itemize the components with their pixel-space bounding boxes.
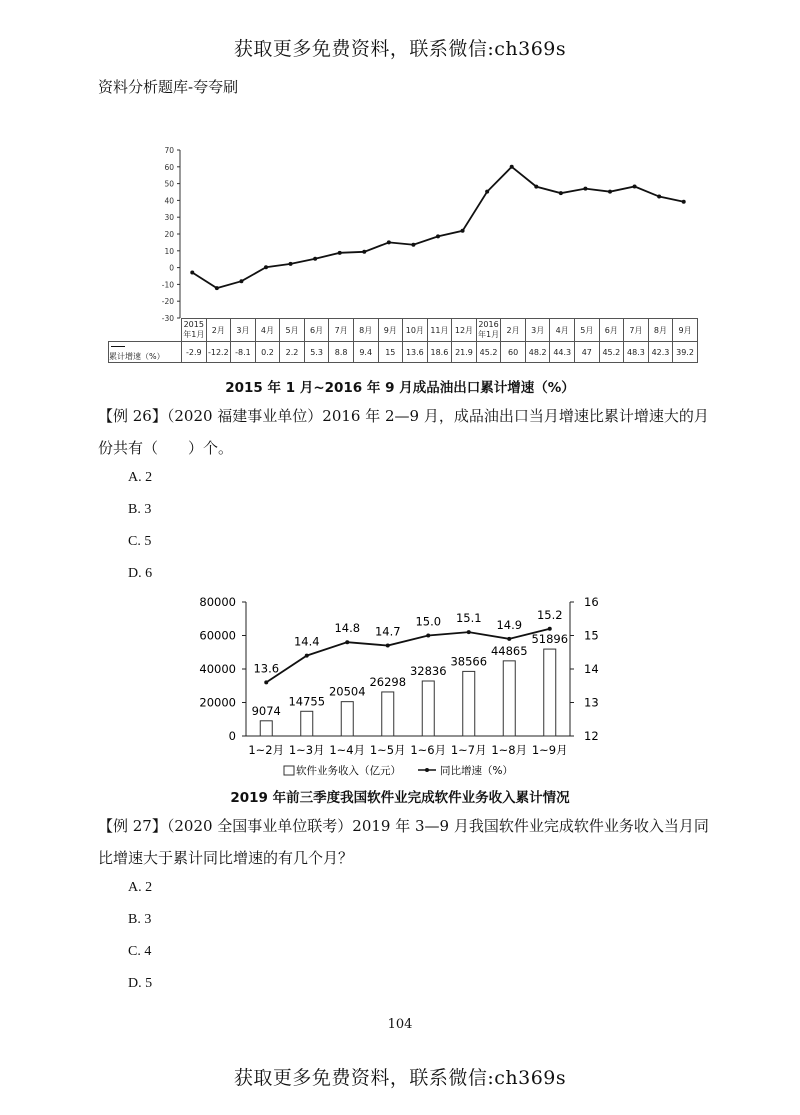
question-26-text: 【例 26】（2020 福建事业单位）2016 年 2—9 月，成品油出口当月增速比累计增速大的月份共有（ ）个。: [98, 407, 709, 457]
chart1-table-corner: [109, 319, 182, 342]
chart1-point: [510, 165, 514, 169]
chart2-line-label: 14.9: [496, 617, 523, 632]
chart1-category-cell: 2016年1月: [476, 319, 501, 342]
chart1-point: [264, 265, 268, 269]
chart2-right-tick-label: 14: [584, 662, 599, 676]
legend-bar-label: 软件业务收入（亿元）: [296, 765, 401, 777]
chart1-data-table: [108, 318, 698, 363]
chart2-line-label: 13.6: [253, 661, 280, 676]
q26-option-d[interactable]: D. 6: [128, 566, 153, 581]
chart1-category-cell: 8月: [648, 319, 673, 342]
chart1-category-cell: 11月: [427, 319, 452, 342]
chart1-legend-cell: [109, 342, 182, 363]
chart1-value-cell: 48.2: [525, 342, 550, 363]
chart2-category-label: 1~2月: [248, 743, 285, 757]
q27-option-b[interactable]: B. 3: [128, 912, 152, 927]
chart2-category-label: 1~7月: [450, 743, 487, 757]
chart1-category-cell: 3月: [525, 319, 550, 342]
chart1-point: [436, 234, 440, 238]
chart2-line-point: [467, 630, 471, 634]
chart1-y-tick-label: -10: [161, 280, 174, 290]
chart1-value-cell: 39.2: [673, 342, 698, 363]
chart1-value-cell: 44.3: [550, 342, 575, 363]
q26-option-b[interactable]: B. 3: [128, 502, 152, 517]
chart1-point: [608, 190, 612, 194]
chart1-category-cell: 9月: [378, 319, 403, 342]
chart2-legend: [284, 764, 513, 777]
page-number: 104: [387, 1017, 413, 1032]
chart1-y-tick-label: -30: [161, 314, 174, 323]
chart2-line-point: [264, 680, 268, 684]
chart1-point: [657, 195, 661, 199]
chart2-category-label: 1~3月: [288, 743, 325, 757]
chart1-point: [411, 243, 415, 247]
chart1-point: [633, 184, 637, 188]
chart2-line-label: 14.8: [334, 621, 361, 636]
chart2-bars: [248, 632, 568, 757]
chart2-category-label: 1~4月: [329, 743, 366, 757]
q27-option-c[interactable]: C. 4: [128, 944, 152, 959]
chart1-y-tick-label: 10: [164, 246, 174, 256]
chart1-point: [387, 240, 391, 244]
chart1-point: [313, 257, 317, 261]
bottom-banner: 获取更多免费资料，联系微信:ch369s: [233, 1067, 567, 1089]
chart1-category-cell: 5月: [575, 319, 600, 342]
chart1-point: [338, 251, 342, 255]
chart2-bar-label: 44865: [490, 643, 528, 658]
chart2-line-point: [386, 644, 390, 648]
chart2-right-tick-label: 12: [584, 729, 599, 743]
chart2-bar-label: 38566: [450, 654, 488, 669]
chart2-bar: [463, 671, 475, 736]
chart2-line-point: [548, 627, 552, 631]
chart1-category-row: [109, 319, 698, 342]
chart1-legend-label: 累计增速（%）: [109, 352, 165, 361]
chart2-line-point: [426, 634, 430, 638]
chart1-point: [362, 250, 366, 254]
chart1-series-line: [192, 167, 683, 288]
chart2-bar-label: 14755: [288, 694, 326, 709]
chart1-category-cell: 2月: [206, 319, 231, 342]
chart1-y-tick-label: 30: [164, 213, 174, 223]
chart2-line-point: [345, 640, 349, 644]
chart2-category-label: 1~9月: [531, 743, 568, 757]
chart1-point: [239, 279, 243, 283]
chart2-category-label: 1~8月: [491, 743, 528, 757]
chart2-bar: [260, 721, 272, 736]
chart1-point: [190, 270, 194, 274]
chart1-point: [559, 191, 563, 195]
legend-bar-swatch: [284, 766, 294, 775]
chart1-value-cell: 15: [378, 342, 403, 363]
chart1-point: [289, 262, 293, 266]
chart2-right-tick-label: 16: [584, 595, 599, 609]
chart1-value-cell: 60: [501, 342, 526, 363]
chart1-category-cell: 7月: [329, 319, 354, 342]
q26-option-c[interactable]: C. 5: [128, 534, 152, 549]
chart1-category-cell: 8月: [353, 319, 378, 342]
chart1-value-cell: -8.1: [231, 342, 256, 363]
chart1-category-cell: 4月: [255, 319, 280, 342]
chart1-y-tick-label: 0: [169, 263, 174, 273]
chart2-right-tick-label: 13: [584, 695, 599, 710]
chart1-value-cell: 21.9: [452, 342, 477, 363]
chart2-left-tick-label: 60000: [199, 628, 236, 643]
chart1-point: [215, 286, 219, 290]
chart1-value-cell: 0.2: [255, 342, 280, 363]
q27-option-a[interactable]: A. 2: [128, 880, 153, 895]
chart1-value-cell: 18.6: [427, 342, 452, 363]
chart1-value-cell: 48.3: [624, 342, 649, 363]
chart1-value-cell: 2.2: [280, 342, 305, 363]
chart2-line-label: 14.4: [293, 634, 320, 649]
chart2-category-label: 1~6月: [410, 743, 447, 757]
chart2-bar: [301, 711, 313, 736]
chart1-y-tick-label: 70: [164, 146, 174, 155]
chart2-caption: 2019 年前三季度我国软件业完成软件业务收入累计情况: [230, 790, 570, 806]
chart1-y-ticks: [162, 146, 180, 323]
top-banner: 获取更多免费资料，联系微信:ch369s: [233, 38, 567, 60]
chart1-value-cell: 47: [575, 342, 600, 363]
chart1-y-tick-label: 40: [164, 196, 174, 206]
chart1-point: [534, 185, 538, 189]
chart1-value-cell: -12.2: [206, 342, 231, 363]
chart1-category-cell: 6月: [304, 319, 329, 342]
chart1-category-cell: 6月: [599, 319, 624, 342]
chart2-bar-label: 32836: [409, 663, 447, 678]
chart2-bar: [503, 661, 515, 736]
chart1-value-cell: 45.2: [599, 342, 624, 363]
chart1-category-cell: 10月: [403, 319, 428, 342]
chart1-value-row: [109, 342, 698, 363]
chart1-category-cell: 5月: [280, 319, 305, 342]
chart1-point: [682, 200, 686, 204]
chart1-value-cell: 42.3: [648, 342, 673, 363]
chart2-bar-label: 9074: [251, 703, 281, 718]
chart2-line-label: 15.2: [536, 607, 563, 622]
chart2-bar: [341, 702, 353, 736]
chart2-bar: [544, 649, 556, 736]
chart1-y-tick-label: 50: [164, 179, 174, 189]
chart1-value-cell: -2.9: [182, 342, 207, 363]
chart1-value-cell: 45.2: [476, 342, 501, 363]
chart1-value-cell: 9.4: [353, 342, 378, 363]
chart1-category-cell: 7月: [624, 319, 649, 342]
chart2-line-label: 15.0: [415, 614, 442, 629]
chart1-points: [190, 165, 685, 290]
chart1-category-cell: 2月: [501, 319, 526, 342]
chart1-point: [461, 229, 465, 233]
chart2-line-label: 15.1: [455, 611, 482, 626]
chart1-value-cell: 13.6: [403, 342, 428, 363]
chart1-value-cell: 8.8: [329, 342, 354, 363]
chart2-left-tick-label: 20000: [199, 695, 236, 710]
chart1-y-tick-label: -20: [161, 297, 174, 307]
chart1-category-cell: 9月: [673, 319, 698, 342]
chart1-value-cell: 5.3: [304, 342, 329, 363]
chart1-point: [485, 190, 489, 194]
chart2-bar-label: 26298: [369, 674, 407, 689]
chart1-caption: 2015 年 1 月~2016 年 9 月成品油出口累计增速（%）: [225, 380, 575, 396]
chart2-left-tick-label: 40000: [199, 662, 236, 676]
q26-option-a[interactable]: A. 2: [128, 470, 153, 485]
chart1-category-cell: 4月: [550, 319, 575, 342]
chart2-bar-label: 51896: [531, 632, 569, 647]
chart2-bar-label: 20504: [328, 684, 366, 699]
chart2-line-point: [507, 637, 511, 641]
question-27-text: 【例 27】（2020 全国事业单位联考）2019 年 3—9 月我国软件业完成软件业务收入当月同比增速大于累计同比增速的有几个月？: [98, 817, 709, 867]
chart2-category-label: 1~5月: [369, 743, 406, 757]
chart2-line-point: [305, 654, 309, 658]
chart2-svg: [0, 590, 800, 790]
chart1-y-tick-label: 20: [164, 230, 174, 239]
chart1-y-tick-label: 60: [164, 162, 174, 172]
legend-line-label: 同比增速（%）: [440, 765, 513, 777]
chart2-line-label: 14.7: [374, 624, 401, 639]
header-subtitle: 资料分析题库-夸夸刷: [98, 78, 239, 96]
chart2-left-tick-label: 0: [228, 729, 236, 743]
chart2-bar: [422, 681, 434, 736]
chart1-category-cell: 2015年1月: [182, 319, 207, 342]
chart1-category-cell: 3月: [231, 319, 256, 342]
chart1-category-cell: 12月: [452, 319, 477, 342]
chart2-left-tick-label: 80000: [199, 595, 236, 609]
chart2-right-tick-label: 15: [584, 628, 599, 643]
q27-option-d[interactable]: D. 5: [128, 976, 153, 991]
chart1-point: [583, 187, 587, 191]
chart2-bar: [382, 692, 394, 736]
